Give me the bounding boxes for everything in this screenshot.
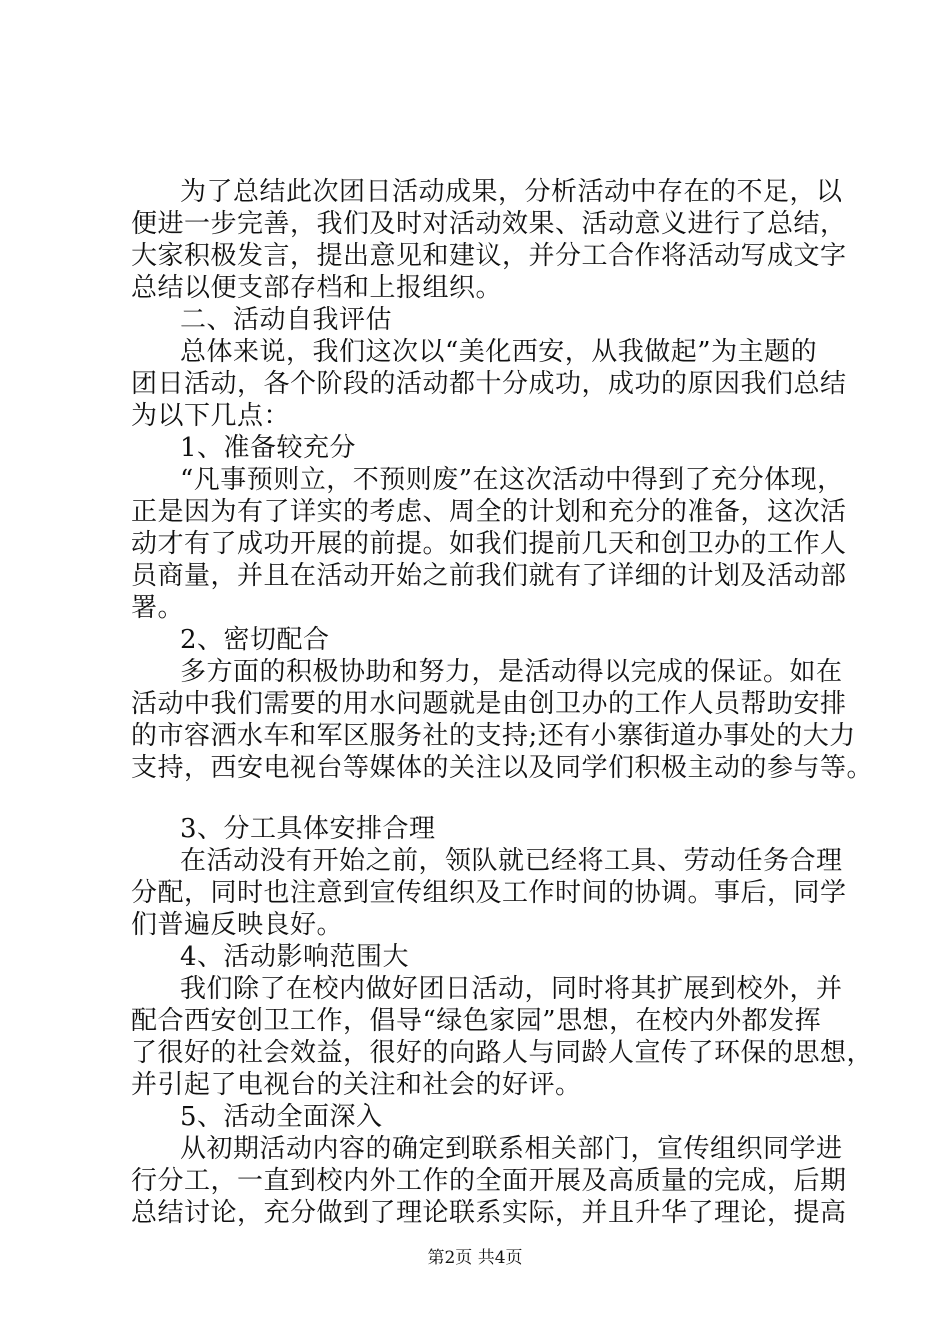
text-line: 行分工，一直到校内外工作的全面开展及高质量的完成，后期 [131,1166,847,1196]
subsection-heading: 1、准备较充分 [180,433,357,463]
subsection-heading: 5、活动全面深入 [180,1102,383,1132]
text-line: 团日活动，各个阶段的活动都十分成功，成功的原因我们总结 [131,369,847,399]
subsection-heading: 2、密切配合 [180,625,330,655]
text-line: 大家积极发言，提出意见和建议，并分工合作将活动写成文字 [131,241,847,271]
text-line: 从初期活动内容的确定到联系相关部门，宣传组织同学进 [180,1134,843,1164]
text-line: 总结以便支部存档和上报组织。 [131,273,503,303]
subsection-heading: 3、分工具体安排合理 [180,814,436,844]
text-line: 配合西安创卫工作，倡导“绿色家园”思想，在校内外都发挥 [131,1006,822,1036]
text-line: 分配，同时也注意到宣传组织及工作时间的协调。事后，同学 [131,878,847,908]
text-line: 了很好的社会效益，很好的向路人与同龄人宣传了环保的思想， [131,1038,874,1068]
page-number-footer: 第2页 共4页 [427,1248,523,1268]
text-line: 在活动没有开始之前，领队就已经将工具、劳动任务合理 [180,846,843,876]
section-heading: 二、活动自我评估 [180,305,393,335]
text-line: 动才有了成功开展的前提。如我们提前几天和创卫办的工作人 [131,529,847,559]
text-line: 活动中我们需要的用水问题就是由创卫办的工作人员帮助安排 [131,689,847,719]
text-line: 我们除了在校内做好团日活动，同时将其扩展到校外，并 [180,974,843,1004]
text-line: 署。 [131,593,185,623]
text-line: 们普遍反映良好。 [131,910,344,940]
text-line: 多方面的积极协助和努力，是活动得以完成的保证。如在 [180,657,843,687]
text-line: 员商量，并且在活动开始之前我们就有了详细的计划及活动部 [131,561,847,591]
text-line: 并引起了电视台的关注和社会的好评。 [131,1070,582,1100]
text-line: 为以下几点： [131,401,291,431]
text-line: “凡事预则立，不预则废”在这次活动中得到了充分体现， [180,465,844,495]
text-line: 总结讨论，充分做到了理论联系实际，并且升华了理论，提高 [131,1198,847,1228]
text-line: 支持，西安电视台等媒体的关注以及同学们积极主动的参与等。 [131,753,874,783]
subsection-heading: 4、活动影响范围大 [180,942,410,972]
text-line: 的市容洒水车和军区服务社的支持;还有小寨街道办事处的大力 [131,721,856,751]
text-line: 总体来说，我们这次以“美化西安，从我做起”为主题的 [180,337,818,367]
text-line: 为了总结此次团日活动成果，分析活动中存在的不足，以 [180,177,843,207]
text-line: 便进一步完善，我们及时对活动效果、活动意义进行了总结， [131,209,847,239]
text-line: 正是因为有了详实的考虑、周全的计划和充分的准备，这次活 [131,497,847,527]
